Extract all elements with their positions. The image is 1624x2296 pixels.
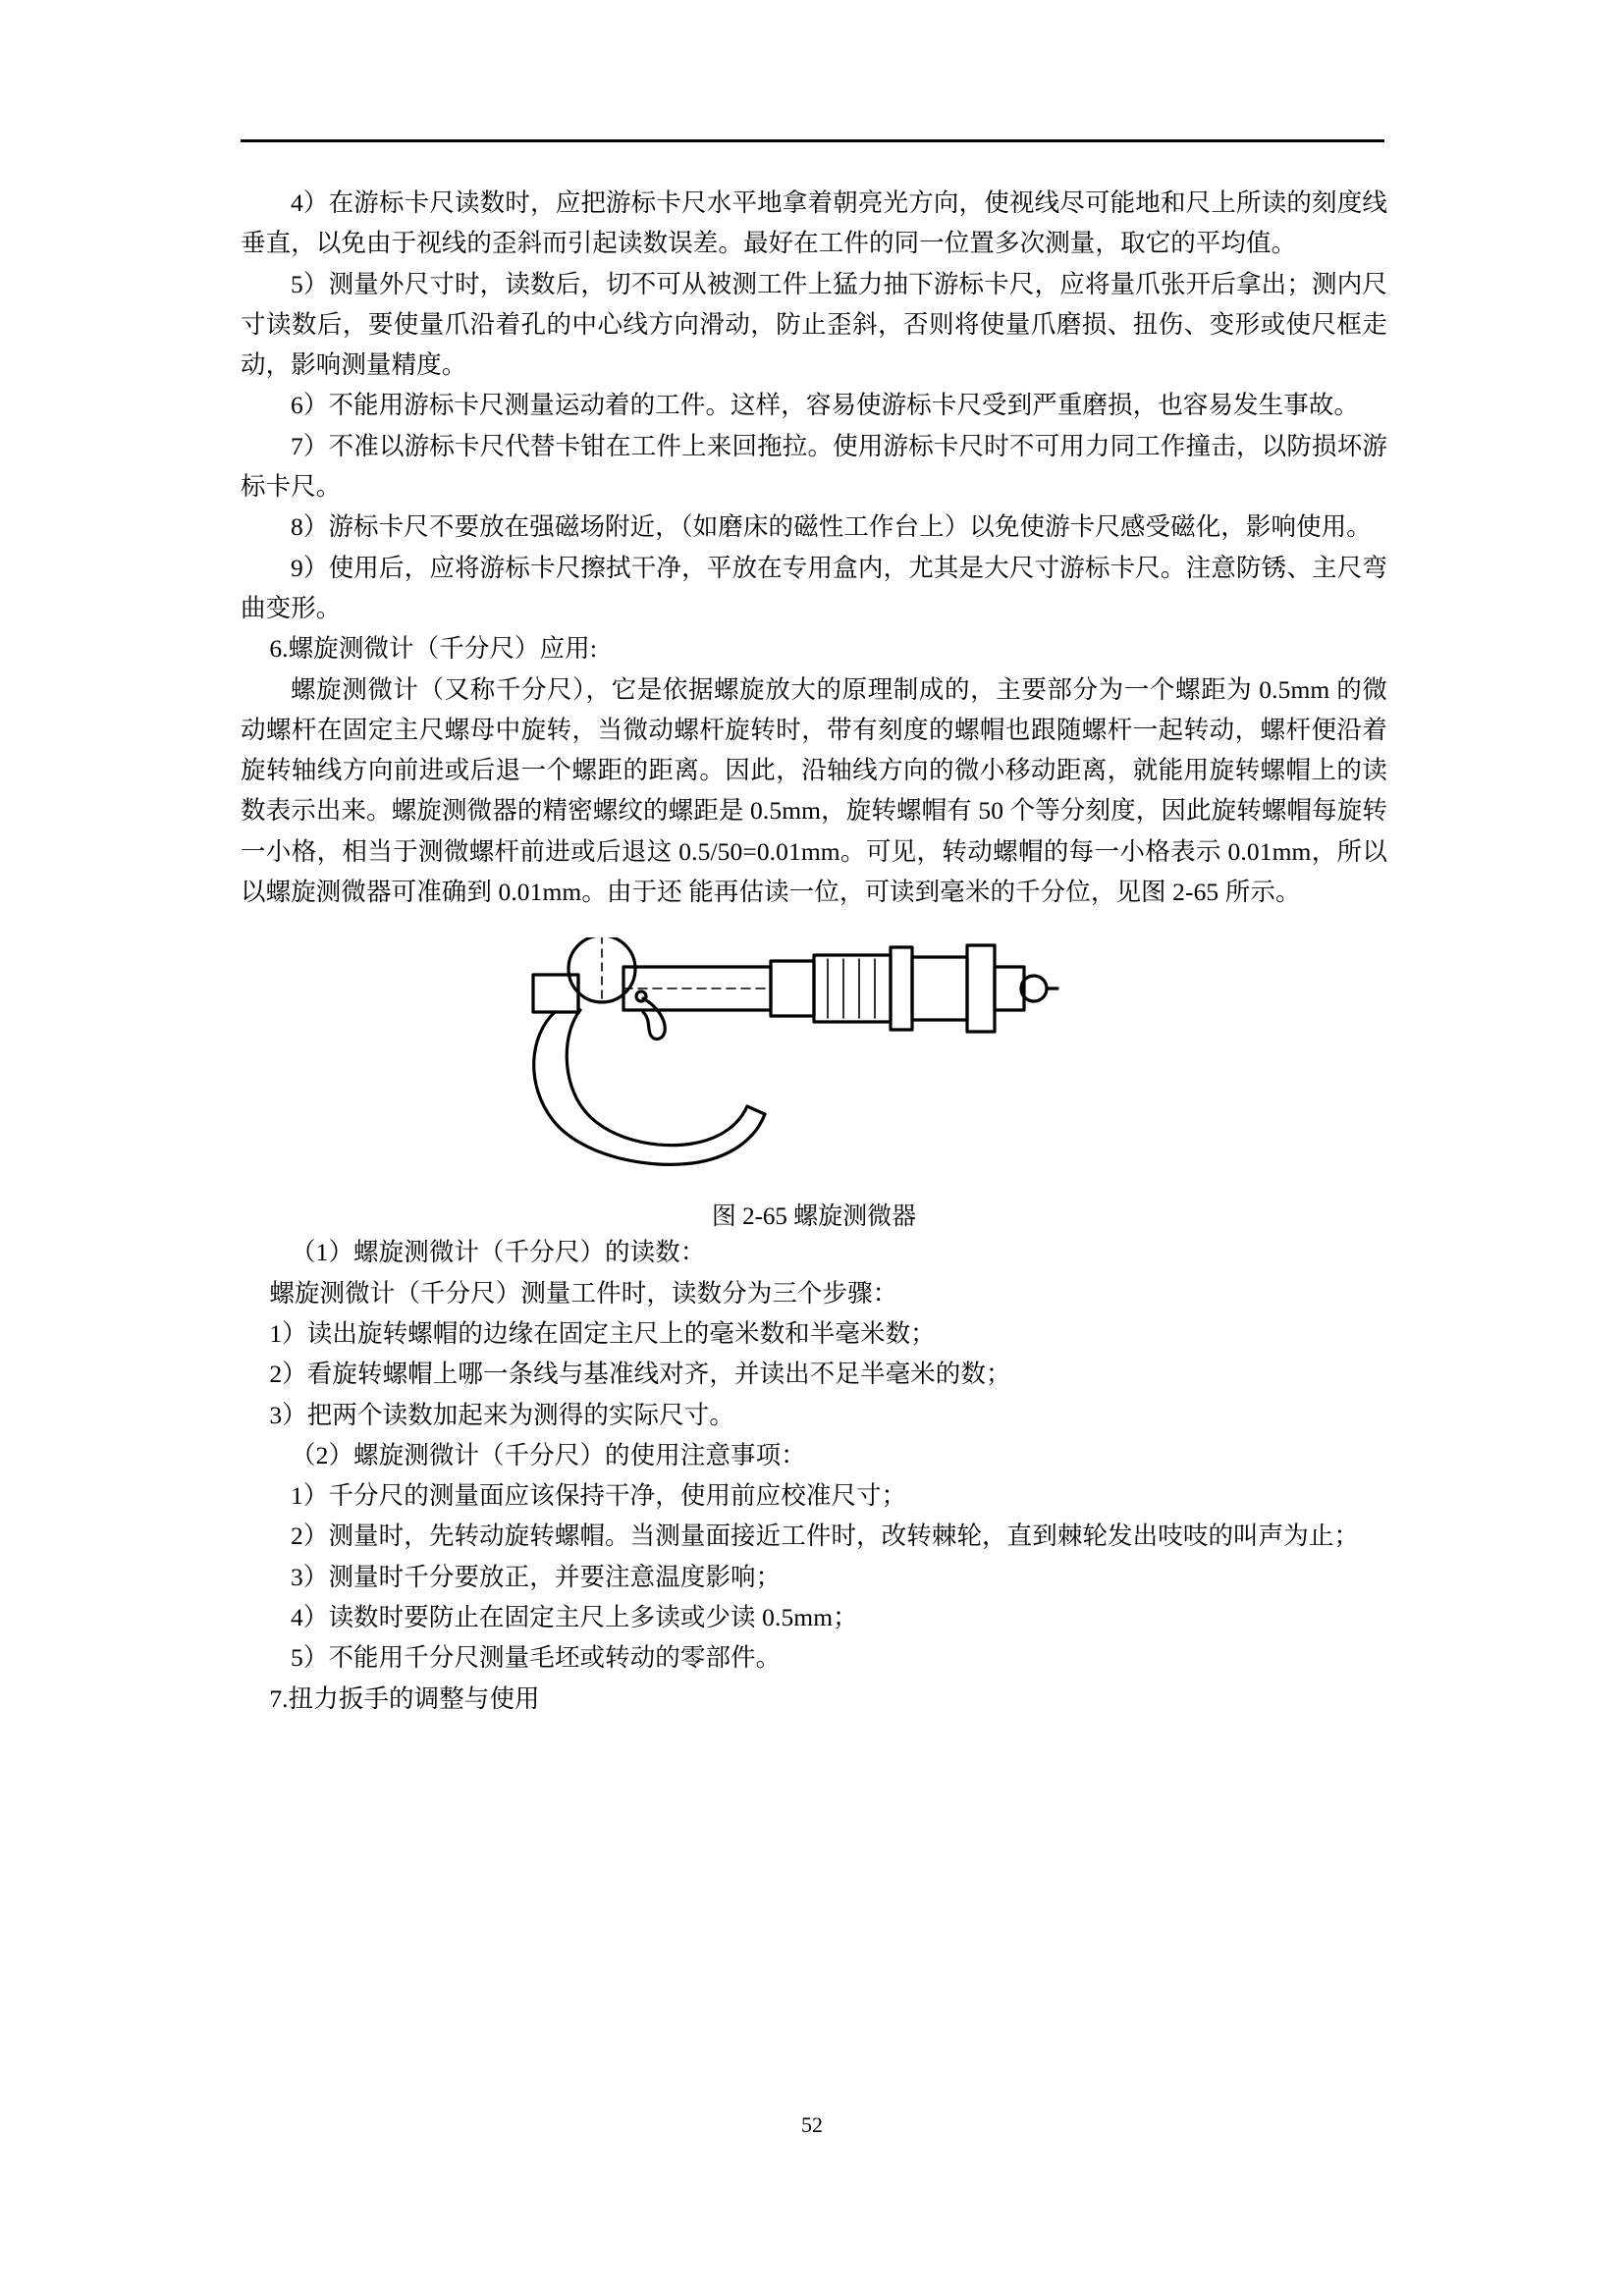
micrometer-figure — [241, 937, 1387, 1232]
list-item: 5）不能用千分尺测量毛坯或转动的零部件。 — [291, 1643, 782, 1673]
paragraph: 7）不准以游标卡尺代替卡钳在工件上来回拖拉。使用游标卡尺时不可用力同工作撞击，以防损坏游标卡尺。 — [241, 431, 1387, 502]
paragraph: 8）游标卡尺不要放在强磁场附近，（如磨床的磁性工作台上）以免使游卡尺感受磁化，影响使用。 — [291, 512, 1372, 542]
micrometer-diagram-icon — [519, 937, 1109, 1193]
list-item: 1）读出旋转螺帽的边缘在固定主尺上的毫米数和半毫米数； — [269, 1318, 936, 1348]
list-item: 2）看旋转螺帽上哪一条线与基准线对齐，并读出不足半毫米的数； — [269, 1360, 1011, 1389]
list-item: 1）千分尺的测量面应该保持干净，使用前应校准尺寸； — [291, 1481, 907, 1511]
figure-caption: 图 2-65 螺旋测微器 — [711, 1203, 917, 1231]
paragraph: 6）不能用游标卡尺测量运动着的工件。这样，容易使游标卡尺受到严重磨损，也容易发生事故。 — [291, 391, 1360, 420]
list-item: 3）测量时千分要放正，并要注意温度影响； — [291, 1562, 782, 1591]
header-rule — [241, 139, 1384, 142]
paragraph: （2）螺旋测微计（千分尺）的使用注意事项： — [291, 1440, 806, 1469]
paragraph: （1）螺旋测微计（千分尺）的读数： — [291, 1238, 706, 1267]
list-item: 3）把两个读数加起来为测得的实际尺寸。 — [269, 1400, 734, 1429]
paragraph: 9）使用后，应将游标卡尺擦拭干净，平放在专用盒内，尤其是大尺寸游标卡尺。注意防锈、主尺弯曲变形。 — [241, 553, 1387, 622]
paragraph: 5）测量外尺寸时，读数后，切不可从被测工件上猛力抽下游标卡尺，应将量爪张开后拿出；测内尺寸读数后，要使量爪沿着孔的中心线方向滑动，防止歪斜，否则将使量爪磨损、扭伤、变形或使尺框走动，影响测量精度。 — [241, 269, 1387, 380]
page-number: 52 — [801, 2112, 823, 2137]
section-heading: 6.螺旋测微计（千分尺）应用: — [269, 634, 598, 664]
paragraph: 4）在游标卡尺读数时，应把游标卡尺水平地拿着朝亮光方向，使视线尽可能地和尺上所读的刻度线垂直，以免由于视线的歪斜而引起读数误差。最好在工件的同一位置多次测量，取它的平均值。 — [241, 188, 1387, 258]
page-content — [241, 183, 1387, 1719]
paragraph: 螺旋测微计（千分尺）测量工件时，读数分为三个步骤： — [269, 1278, 898, 1308]
paragraph: 螺旋测微计（又称千分尺），它是依据螺旋放大的原理制成的，主要部分为一个螺距为 0.5mm 的微动螺杆在固定主尺螺母中旋转，当微动螺杆旋转时，带有刻度的螺帽也跟随螺杆一起转动，螺杆便沿着旋转轴线方向前进或后退一个螺距的距离。因此，沿轴线方向的微小移动距离，就能用旋转螺帽上的读数表示出来。螺旋测微器的精密螺纹的螺距是 0.5mm，旋转螺帽有 50 个等分刻度，因此旋转螺帽每旋转一小格，相当于测微螺杆前进或后退这 0.5/50=0.01mm。可见，转动螺帽的每一小格表示 0.01mm，所以以螺旋测微器可准确到 0.01mm。由于还 能再估读一位，可读到毫米的千分位，见图 2-65 所示。 — [241, 674, 1388, 907]
section-heading: 7.扭力扳手的调整与使用 — [269, 1683, 540, 1713]
list-item: 4）读数时要防止在固定主尺上多读或少读 0.5mm； — [291, 1603, 858, 1632]
list-item: 2）测量时，先转动旋转螺帽。当测量面接近工件时，改转棘轮，直到棘轮发出吱吱的叫声为止； — [291, 1522, 1360, 1551]
